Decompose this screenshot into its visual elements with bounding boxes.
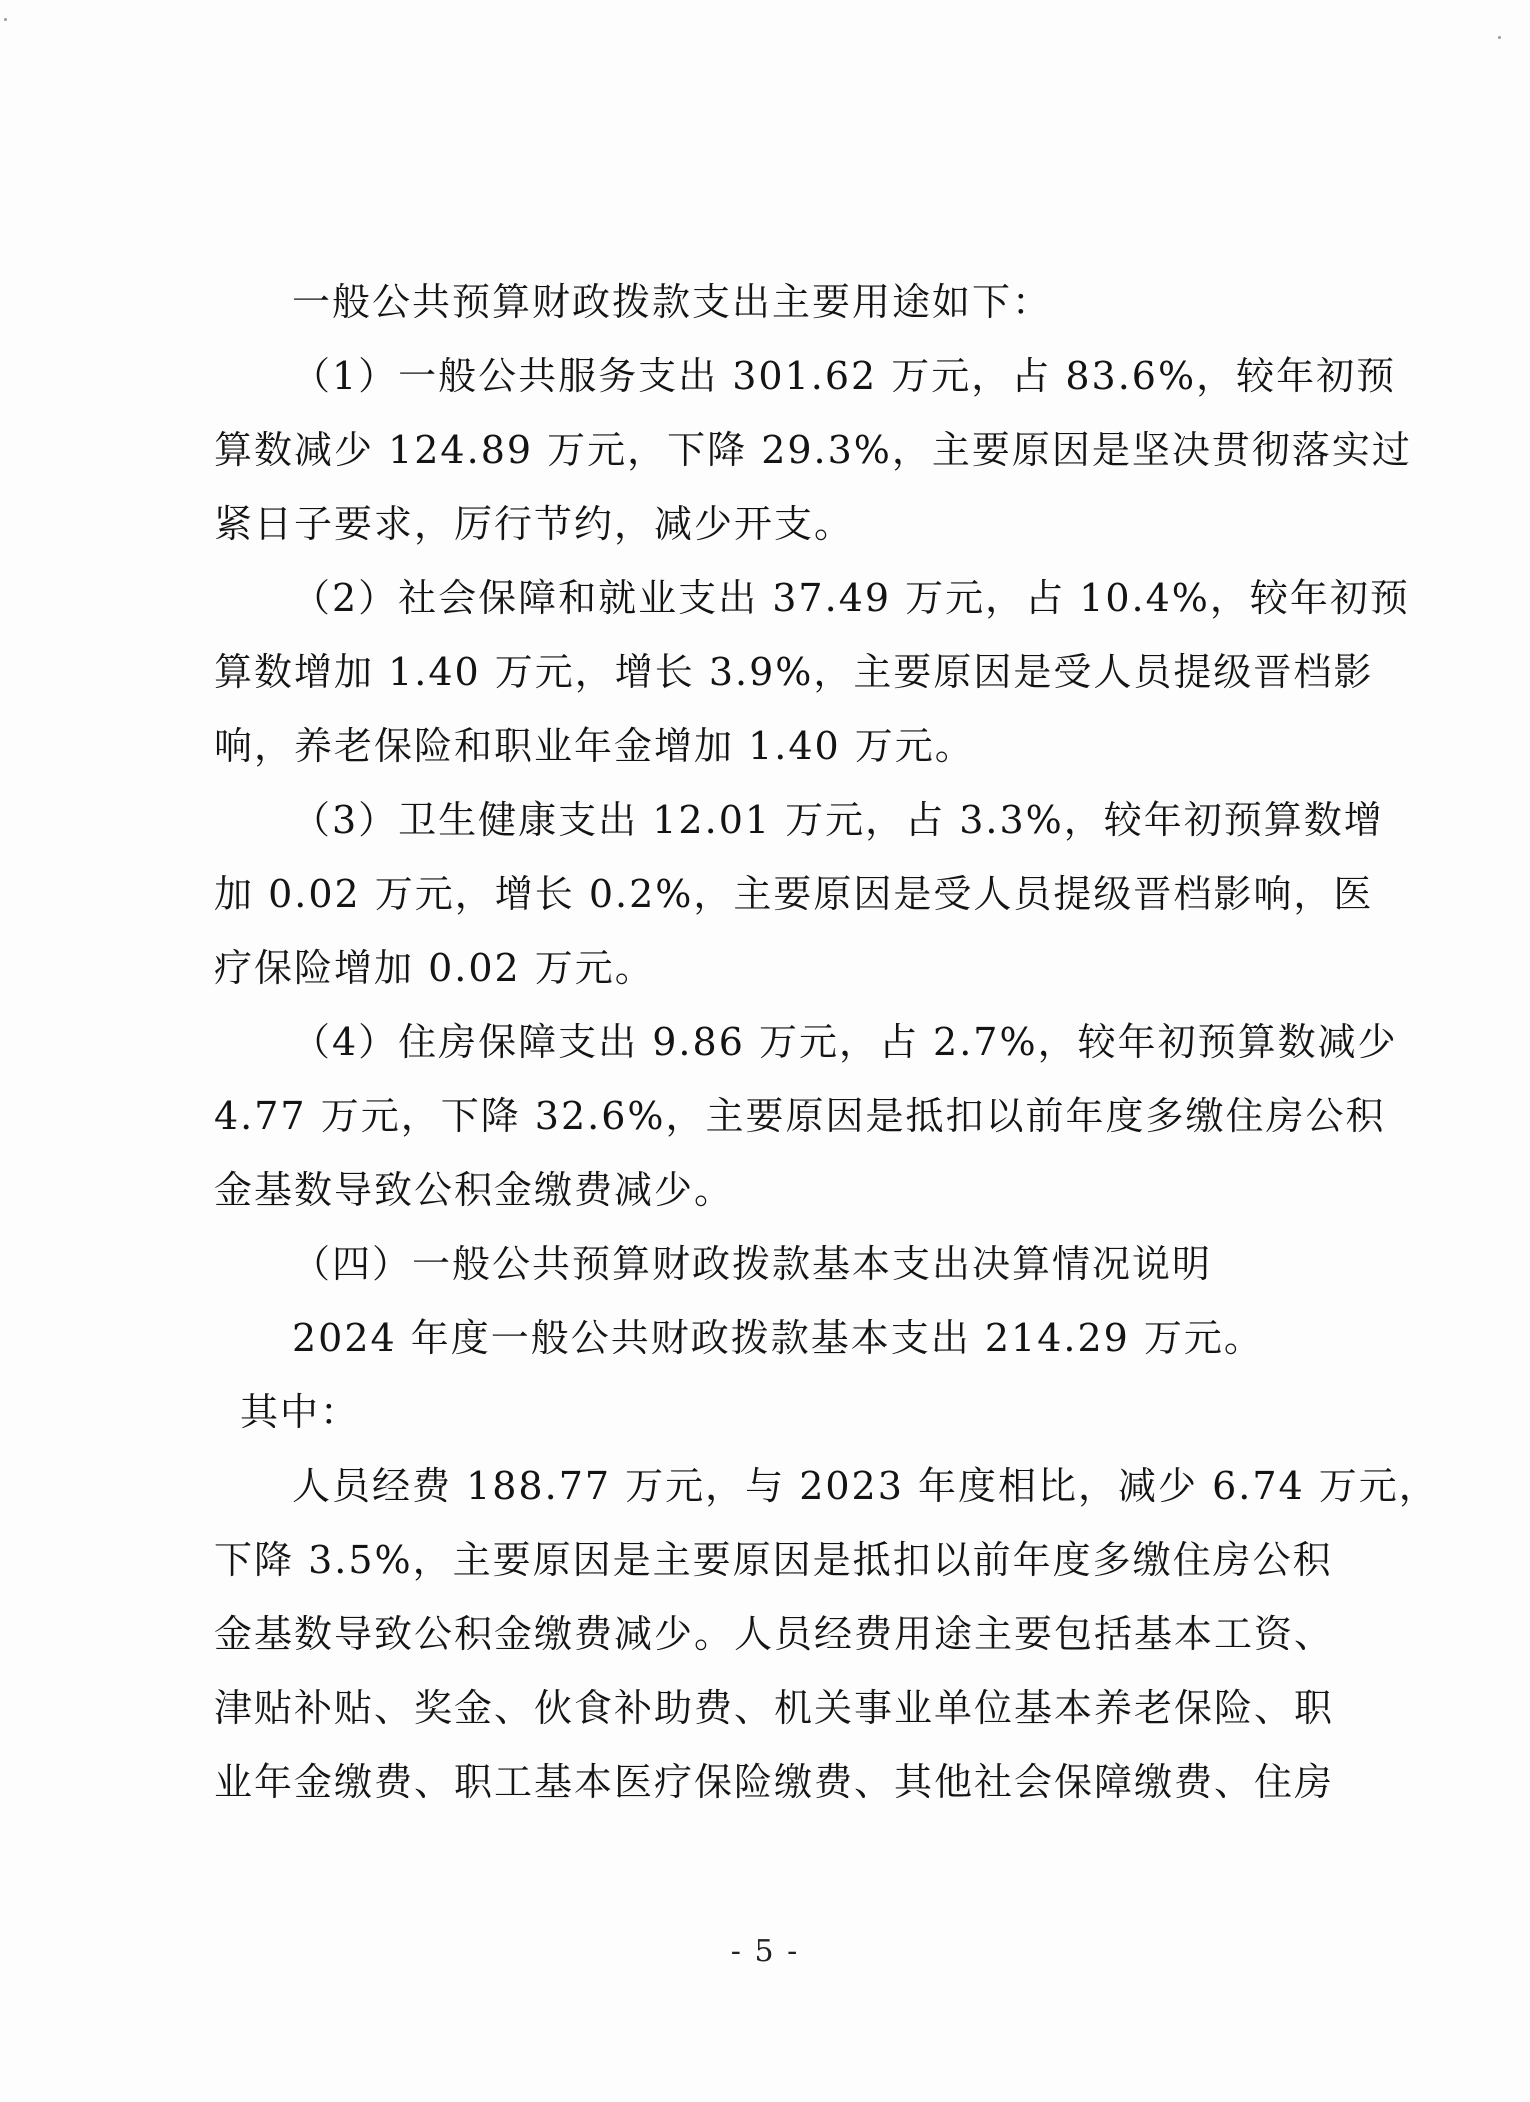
text-line: 其中： <box>240 1390 361 1434</box>
text-line: 金基数导致公积金缴费减少。人员经费用途主要包括基本工资、 <box>214 1612 1335 1656</box>
text-line: 响，养老保险和职业年金增加 1.40 万元。 <box>214 724 975 768</box>
text-line: （1）一般公共服务支出 301.62 万元，占 83.6%，较年初预 <box>292 354 1397 398</box>
text-line: 津贴补贴、奖金、伙食补助费、机关事业单位基本养老保险、职 <box>214 1686 1335 1730</box>
text-line: 算数增加 1.40 万元，增长 3.9%，主要原因是受人员提级晋档影 <box>214 650 1374 694</box>
text-line: 人员经费 188.77 万元，与 2023 年度相比，减少 6.74 万元， <box>292 1464 1439 1508</box>
text-line: 金基数导致公积金缴费减少。 <box>214 1168 735 1212</box>
text-line: 紧日子要求，厉行节约，减少开支。 <box>214 502 855 546</box>
text-line: 下降 3.5%，主要原因是主要原因是抵扣以前年度多缴住房公积 <box>214 1538 1333 1582</box>
text-line: 疗保险增加 0.02 万元。 <box>214 946 655 990</box>
text-line: 2024 年度一般公共财政拨款基本支出 214.29 万元。 <box>292 1316 1264 1360</box>
text-line: 加 0.02 万元，增长 0.2%，主要原因是受人员提级晋档影响，医 <box>214 872 1374 916</box>
text-line: 一般公共预算财政拨款支出主要用途如下： <box>292 280 1053 324</box>
scan-speck <box>1498 36 1501 39</box>
text-line: 算数减少 124.89 万元，下降 29.3%，主要原因是坚决贯彻落实过 <box>214 428 1412 472</box>
text-line: （四）一般公共预算财政拨款基本支出决算情况说明 <box>292 1242 1213 1286</box>
body-text <box>214 265 1439 1819</box>
page-number: - 5 - <box>730 1934 800 1969</box>
scan-speck <box>4 18 7 21</box>
text-line: （3）卫生健康支出 12.01 万元，占 3.3%，较年初预算数增 <box>292 798 1384 842</box>
text-line: 4.77 万元，下降 32.6%，主要原因是抵扣以前年度多缴住房公积 <box>214 1094 1386 1138</box>
text-line: （4）住房保障支出 9.86 万元，占 2.7%，较年初预算数减少 <box>292 1020 1398 1064</box>
text-line: （2）社会保障和就业支出 37.49 万元，占 10.4%，较年初预 <box>292 576 1410 620</box>
text-line: 业年金缴费、职工基本医疗保险缴费、其他社会保障缴费、住房 <box>214 1760 1335 1804</box>
